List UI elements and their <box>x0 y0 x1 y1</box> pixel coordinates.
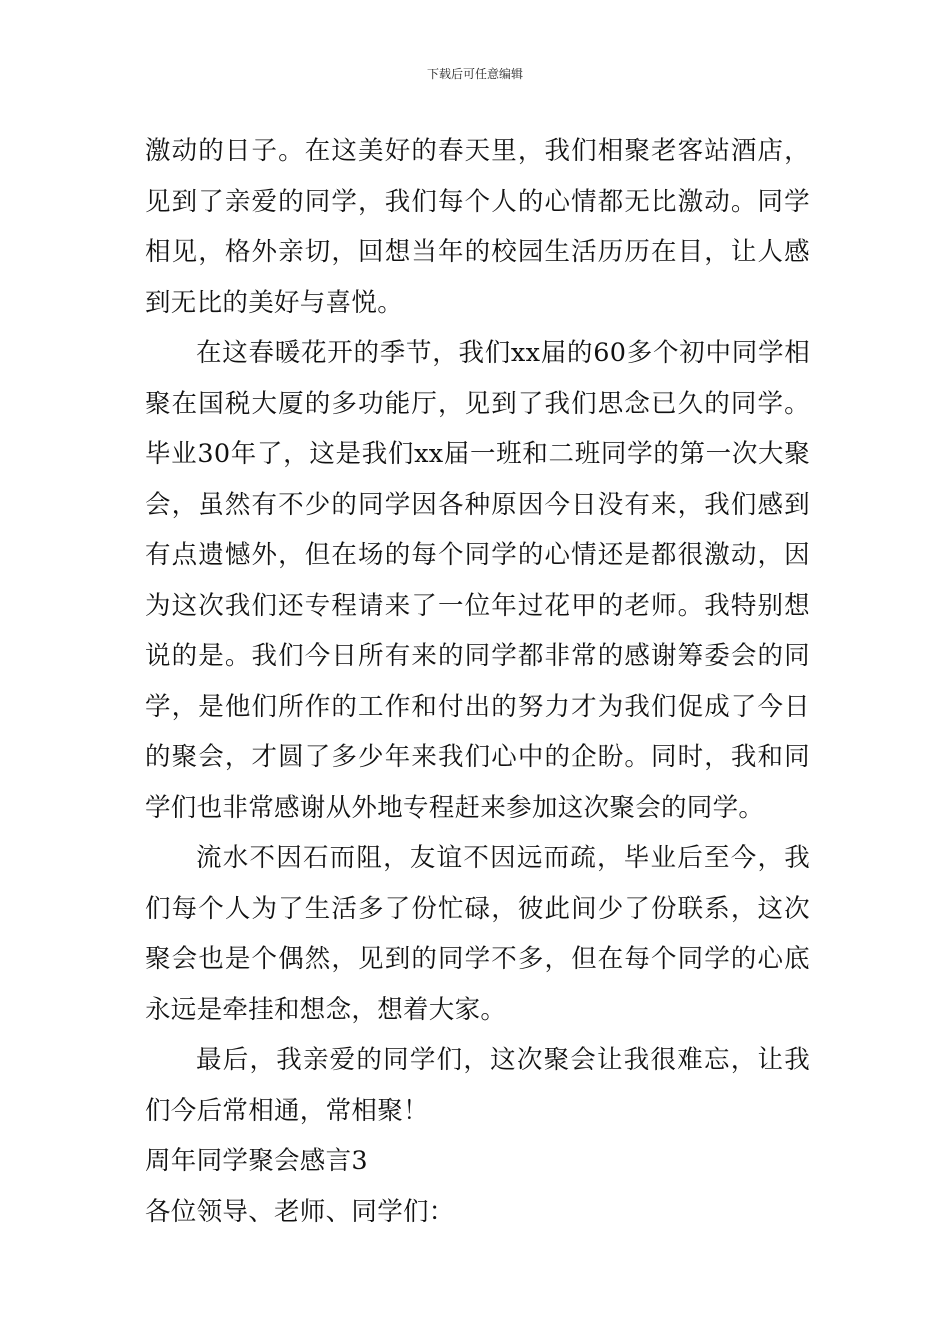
paragraph-3: 流水不因石而阻，友谊不因远而疏，毕业后至今，我们每个人为了生活多了份忙碌，彼此间少了份联系，这次聚会也是个偶然，见到的同学不多，但在每个同学的心底永远是牵挂和想念，想着大家。 <box>145 843 810 1025</box>
paragraph-1: 激动的日子。在这美好的春天里，我们相聚老客站酒店，见到了亲爱的同学，我们每个人的心情都无比激动。同学相见，格外亲切，回想当年的校园生活历历在目，让人感到无比的美好与喜悦。 <box>145 136 810 318</box>
page-header-note: 下载后可任意编辑 <box>426 67 523 81</box>
section-title: 周年同学聚会感言3 <box>145 1146 368 1176</box>
document-body <box>145 126 810 1237</box>
paragraph-4: 最后，我亲爱的同学们，这次聚会让我很难忘，让我们今后常相通，常相聚！ <box>145 1045 810 1126</box>
paragraph-2: 在这春暖花开的季节，我们xx届的60多个初中同学相聚在国税大厦的多功能厅，见到了我们思念已久的同学。毕业30年了，这是我们xx届一班和二班同学的第一次大聚会，虽然有不少的同学因各种原因今日没有来，我们感到有点遗憾外，但在场的每个同学的心情还是都很激动，因为这次我们还专程请来了一位年过花甲的老师。我特别想说的是。我们今日所有来的同学都非常的感谢筹委会的同学，是他们所作的工作和付出的努力才为我们促成了今日的聚会，才圆了多少年来我们心中的企盼。同时，我和同学们也非常感谢从外地专程赶来参加这次聚会的同学。 <box>145 338 810 823</box>
salutation: 各位领导、老师、同学们： <box>145 1196 455 1227</box>
